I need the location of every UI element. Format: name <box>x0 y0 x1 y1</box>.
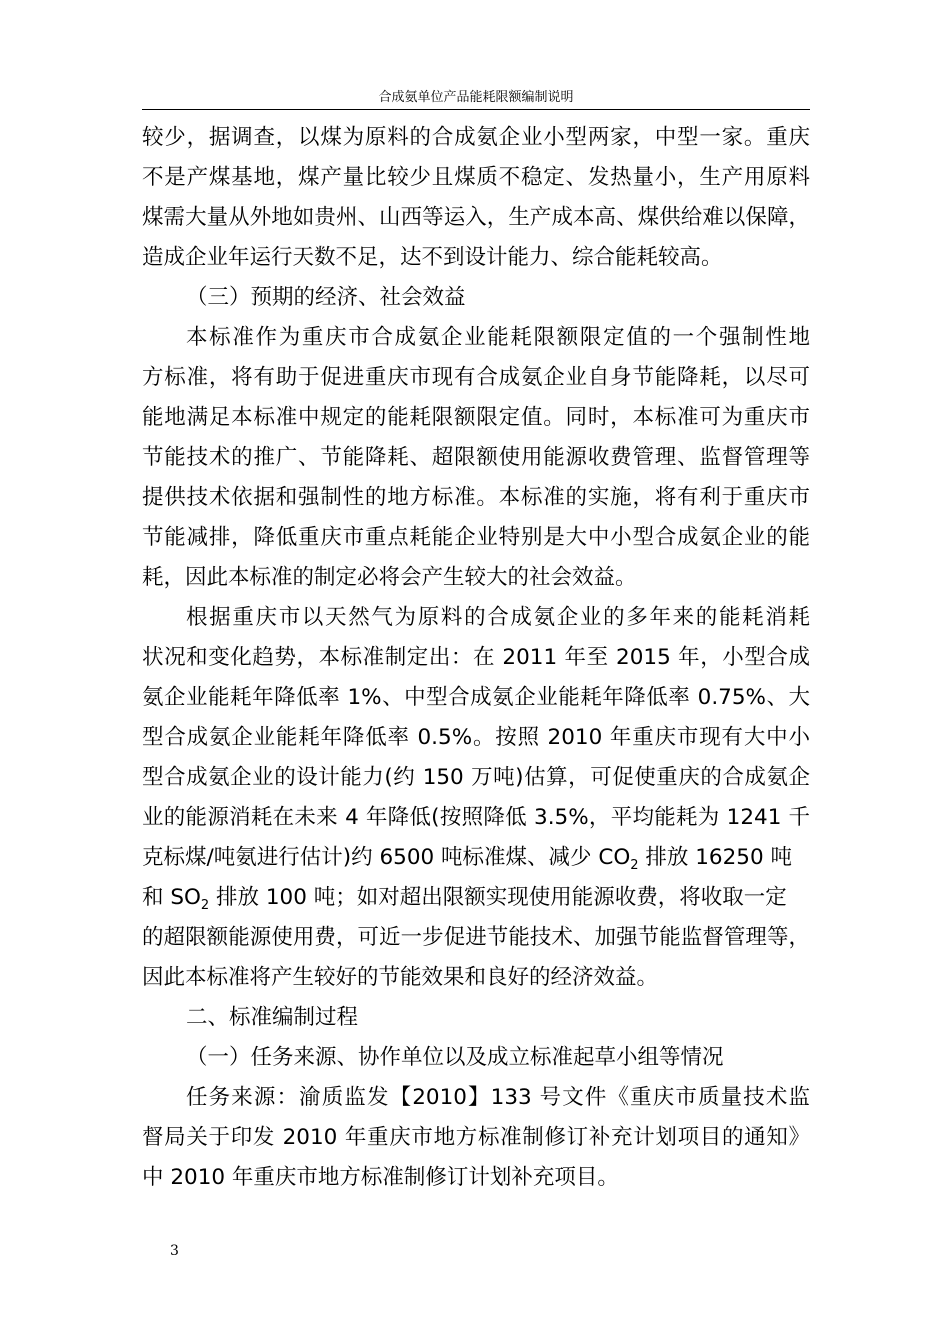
text-line: 状况和变化趋势，本标准制定出：在 2011 年至 2015 年，小型合成 <box>142 645 810 670</box>
text-line: 造成企业年运行天数不足，达不到设计能力、综合能耗较高。 <box>142 245 723 270</box>
section-heading: （三）预期的经济、社会效益 <box>186 285 466 310</box>
text-line: 能地满足本标准中规定的能耗限额限定值。同时，本标准可为重庆市 <box>142 405 810 430</box>
text-line: 耗，因此本标准的制定必将会产生较大的社会效益。 <box>142 565 637 590</box>
text-line: 本标准作为重庆市合成氨企业能耗限额限定值的一个强制性地 <box>186 325 810 350</box>
section-heading: 二、标准编制过程 <box>186 1005 359 1030</box>
text-run: 克标煤/吨氨进行估计)约 6500 吨标准煤、减少 CO <box>142 845 631 870</box>
subscript-2: 2 <box>630 858 639 873</box>
text-run: 排放 16250 吨 <box>638 845 792 870</box>
text-line: 节能减排，降低重庆市重点耗能企业特别是大中小型合成氨企业的能 <box>142 525 810 550</box>
text-line: 根据重庆市以天然气为原料的合成氨企业的多年来的能耗消耗 <box>186 605 810 630</box>
text-line: 氨企业能耗年降低率 1%、中型合成氨企业能耗年降低率 0.75%、大 <box>142 685 810 710</box>
text-line: 型合成氨企业的设计能力(约 150 万吨)估算，可促使重庆的合成氨企 <box>142 765 810 790</box>
text-line: 节能技术的推广、节能降耗、超限额使用能源收费管理、监督管理等 <box>142 445 810 470</box>
page-number: 3 <box>170 1243 179 1259</box>
text-line: 因此本标准将产生较好的节能效果和良好的经济效益。 <box>142 965 659 990</box>
text-line: 提供技术依据和强制性的地方标准。本标准的实施，将有利于重庆市 <box>142 485 810 510</box>
text-run: 和 SO <box>142 885 201 910</box>
header-rule <box>142 109 810 110</box>
text-line: 业的能源消耗在未来 4 年降低(按照降低 3.5%，平均能耗为 1241 千 <box>142 805 810 830</box>
text-line: 督局关于印发 2010 年重庆市地方标准制修订补充计划项目的通知》 <box>142 1125 810 1150</box>
text-run: 排放 100 吨；如对超出限额实现使用能源收费，将收取一定 <box>209 885 787 910</box>
subscript-2: 2 <box>200 898 210 913</box>
text-line <box>142 878 810 918</box>
document-body <box>142 118 810 1198</box>
text-line: 方标准，将有助于促进重庆市现有合成氨企业自身节能降耗，以尽可 <box>142 365 810 390</box>
text-line: 较少，据调查，以煤为原料的合成氨企业小型两家，中型一家。重庆 <box>142 125 810 150</box>
text-line: 任务来源：渝质监发【2010】133 号文件《重庆市质量技术监 <box>186 1085 810 1110</box>
text-line <box>142 838 810 878</box>
text-line: 中 2010 年重庆市地方标准制修订计划补充项目。 <box>142 1165 619 1190</box>
subsection-heading: （一）任务来源、协作单位以及成立标准起草小组等情况 <box>186 1045 724 1070</box>
text-line: 的超限额能源使用费，可近一步促进节能技术、加强节能监督管理等， <box>142 925 810 950</box>
text-line: 煤需大量从外地如贵州、山西等运入，生产成本高、煤供给难以保障， <box>142 205 810 230</box>
text-line: 不是产煤基地，煤产量比较少且煤质不稳定、发热量小，生产用原料 <box>142 165 810 190</box>
text-line: 型合成氨企业能耗年降低率 0.5%。按照 2010 年重庆市现有大中小 <box>142 725 810 750</box>
running-header: 合成氨单位产品能耗限额编制说明 <box>378 90 574 105</box>
